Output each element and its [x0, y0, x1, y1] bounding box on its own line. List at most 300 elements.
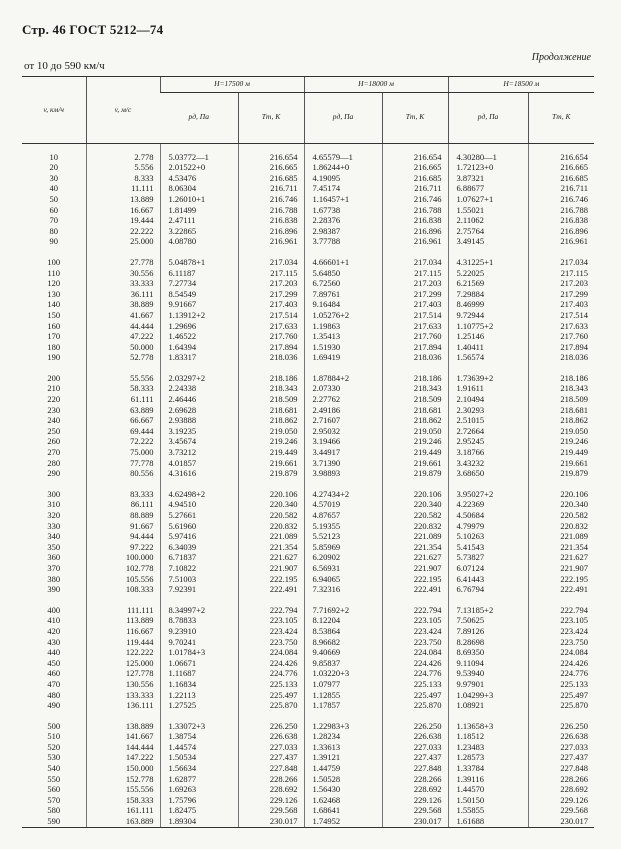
cell-v-ms: 58.333	[86, 383, 160, 394]
cell-v-ms: 75.000	[86, 447, 160, 458]
cell-pd-18000: 2.71607	[304, 415, 382, 426]
cell-pd-18500: 4.31225+1	[448, 257, 528, 268]
cell-pd-18500: 1.56574	[448, 352, 528, 363]
cell-pd-18000: 9.40669	[304, 647, 382, 658]
spacer-cell	[528, 143, 594, 152]
cell-pd-18500: 1.73639+2	[448, 373, 528, 384]
table-row	[22, 752, 594, 763]
cell-tt-18000: 216.685	[382, 173, 448, 184]
cell-tt-18000: 218.509	[382, 394, 448, 405]
cell-tt-18500: 216.961	[528, 236, 594, 247]
cell-v-kmh: 450	[47, 657, 61, 668]
cell-tt-17500: 216.746	[238, 194, 304, 205]
cell-pd-17500: 6.71837	[160, 552, 238, 563]
cell-tt-17500: 224.426	[238, 658, 304, 669]
spacer-cell	[238, 595, 304, 605]
cell-tt-18000: 218.343	[382, 383, 448, 394]
cell-pd-18500: 9.97901	[448, 679, 528, 690]
cell-tt-18000: 228.266	[382, 774, 448, 785]
cell-tt-17500: 224.776	[238, 668, 304, 679]
cell-tt-17500: 217.894	[238, 342, 304, 353]
cell-tt-17500: 225.133	[238, 679, 304, 690]
cell-v-ms: 155.556	[86, 784, 160, 795]
cell-tt-17500: 225.870	[238, 700, 304, 711]
table-row	[22, 690, 594, 701]
cell-v-ms: 47.222	[86, 331, 160, 342]
cell-tt-17500: 216.665	[238, 162, 304, 173]
table-row	[22, 383, 594, 394]
cell-pd-18500: 3.43232	[448, 458, 528, 469]
cell-tt-17500: 227.033	[238, 742, 304, 753]
cell-pd-17500: 1.83317	[160, 352, 238, 363]
cell-tt-18500: 216.746	[528, 194, 594, 205]
spacer-cell	[528, 363, 594, 373]
cell-tt-18000: 225.133	[382, 679, 448, 690]
spacer-cell	[448, 595, 528, 605]
cell-tt-18000: 218.862	[382, 415, 448, 426]
cell-tt-18000: 229.568	[382, 805, 448, 816]
cell-tt-18500: 228.266	[528, 774, 594, 785]
cell-v-ms: 33.333	[86, 278, 160, 289]
cell-tt-18000: 225.870	[382, 700, 448, 711]
cell-pd-18500: 1.33784	[448, 763, 528, 774]
cell-tt-18000: 221.907	[382, 563, 448, 574]
cell-tt-18500: 217.203	[528, 278, 594, 289]
cell-pd-18000: 3.98893	[304, 468, 382, 479]
cell-tt-17500: 218.862	[238, 415, 304, 426]
spacer-cell	[22, 247, 86, 257]
table-row	[22, 352, 594, 363]
header-pd: pд, Па	[160, 92, 238, 143]
cell-tt-18500: 218.343	[528, 383, 594, 394]
cell-v-kmh: 500	[47, 720, 61, 731]
cell-pd-18500: 1.50150	[448, 795, 528, 806]
cell-pd-18000: 7.89761	[304, 289, 382, 300]
cell-tt-17500: 221.627	[238, 552, 304, 563]
spacer-cell	[86, 363, 160, 373]
spacer-cell	[448, 479, 528, 489]
table-row	[22, 394, 594, 405]
spacer-cell	[382, 595, 448, 605]
cell-v-ms: 86.111	[86, 499, 160, 510]
table-row	[22, 510, 594, 521]
cell-tt-18500: 230.017	[528, 816, 594, 827]
cell-pd-18500: 3.49145	[448, 236, 528, 247]
table-row	[22, 542, 594, 553]
spacer-cell	[448, 363, 528, 373]
cell-pd-18500: 2.51015	[448, 415, 528, 426]
cell-pd-18500: 7.89126	[448, 626, 528, 637]
cell-pd-18000: 1.12855	[304, 690, 382, 701]
cell-tt-18500: 218.681	[528, 405, 594, 416]
cell-v-kmh: 220	[47, 394, 61, 405]
cell-v-kmh: 560	[47, 784, 61, 795]
cell-tt-18000: 217.403	[382, 299, 448, 310]
cell-pd-18000: 1.62468	[304, 795, 382, 806]
cell-tt-17500: 230.017	[238, 816, 304, 827]
cell-tt-18500: 226.250	[528, 721, 594, 732]
cell-v-ms: 152.778	[86, 774, 160, 785]
cell-pd-18000: 6.72560	[304, 278, 382, 289]
table-row	[22, 700, 594, 711]
cell-pd-18500: 9.53940	[448, 668, 528, 679]
cell-v-ms: 16.667	[86, 205, 160, 216]
table-row	[22, 742, 594, 753]
cell-tt-18000: 219.879	[382, 468, 448, 479]
table-row	[22, 447, 594, 458]
cell-pd-18500: 1.28573	[448, 752, 528, 763]
cell-pd-17500: 2.03297+2	[160, 373, 238, 384]
table-row	[22, 415, 594, 426]
header-tt: Tт, К	[238, 92, 304, 143]
cell-pd-18000: 4.65579—1	[304, 152, 382, 163]
cell-tt-18500: 216.654	[528, 152, 594, 163]
cell-tt-18500: 217.633	[528, 321, 594, 332]
spacer-cell	[382, 363, 448, 373]
cell-pd-17500: 1.38754	[160, 731, 238, 742]
cell-v-ms: 50.000	[86, 342, 160, 353]
cell-pd-17500: 1.33072+3	[160, 721, 238, 732]
cell-pd-18500: 1.72123+0	[448, 162, 528, 173]
cell-v-ms: 108.333	[86, 584, 160, 595]
cell-pd-17500: 1.89304	[160, 816, 238, 827]
cell-tt-17500: 219.449	[238, 447, 304, 458]
cell-v-ms: 113.889	[86, 615, 160, 626]
spacer-cell	[22, 711, 86, 721]
table-row	[22, 626, 594, 637]
table-row	[22, 226, 594, 237]
cell-v-ms: 83.333	[86, 489, 160, 500]
cell-tt-18500: 224.426	[528, 658, 594, 669]
cell-v-ms: 91.667	[86, 521, 160, 532]
cell-tt-18000: 216.788	[382, 205, 448, 216]
cell-tt-18500: 219.661	[528, 458, 594, 469]
cell-pd-18500: 6.07124	[448, 563, 528, 574]
cell-pd-18000: 1.69419	[304, 352, 382, 363]
cell-pd-17500: 1.69263	[160, 784, 238, 795]
cell-tt-18500: 221.907	[528, 563, 594, 574]
cell-pd-18000: 1.33613	[304, 742, 382, 753]
cell-tt-18000: 219.050	[382, 426, 448, 437]
cell-pd-17500: 1.82475	[160, 805, 238, 816]
table-row	[22, 236, 594, 247]
cell-pd-17500: 1.01784+3	[160, 647, 238, 658]
cell-v-ms: 61.111	[86, 394, 160, 405]
cell-pd-17500: 1.27525	[160, 700, 238, 711]
cell-v-kmh: 350	[47, 541, 61, 552]
cell-pd-17500: 3.22865	[160, 226, 238, 237]
cell-tt-17500: 228.692	[238, 784, 304, 795]
table-row	[22, 489, 594, 500]
header-tt: Tт, К	[528, 92, 594, 143]
cell-tt-18500: 217.115	[528, 268, 594, 279]
cell-tt-18500: 219.246	[528, 436, 594, 447]
cell-pd-17500: 1.81499	[160, 205, 238, 216]
cell-tt-18500: 225.497	[528, 690, 594, 701]
cell-pd-18000: 1.16457+1	[304, 194, 382, 205]
cell-tt-18500: 221.354	[528, 542, 594, 553]
cell-v-ms: 25.000	[86, 236, 160, 247]
cell-tt-17500: 219.661	[238, 458, 304, 469]
cell-tt-17500: 225.497	[238, 690, 304, 701]
cell-v-ms: 133.333	[86, 690, 160, 701]
cell-pd-18000: 1.17857	[304, 700, 382, 711]
cell-pd-18000: 6.94065	[304, 574, 382, 585]
cell-tt-18000: 228.692	[382, 784, 448, 795]
cell-pd-17500: 1.64394	[160, 342, 238, 353]
cell-pd-18500: 8.46999	[448, 299, 528, 310]
cell-v-ms: 150.000	[86, 763, 160, 774]
cell-tt-18000: 217.034	[382, 257, 448, 268]
cell-pd-17500: 3.19235	[160, 426, 238, 437]
cell-pd-18000: 3.71390	[304, 458, 382, 469]
cell-pd-18000: 1.07977	[304, 679, 382, 690]
header-pd: pд, Па	[304, 92, 382, 143]
cell-pd-17500: 2.93888	[160, 415, 238, 426]
cell-v-kmh: 240	[47, 415, 61, 426]
cell-v-kmh: 590	[22, 816, 86, 827]
cell-tt-17500: 217.760	[238, 331, 304, 342]
cell-tt-18500: 216.788	[528, 205, 594, 216]
cell-v-ms: 2.778	[86, 152, 160, 163]
cell-pd-18000: 7.45174	[304, 183, 382, 194]
cell-tt-18500: 219.449	[528, 447, 594, 458]
cell-tt-17500: 220.106	[238, 489, 304, 500]
cell-pd-18500: 1.13658+3	[448, 721, 528, 732]
cell-tt-17500: 224.084	[238, 647, 304, 658]
cell-v-ms: 97.222	[86, 542, 160, 553]
cell-v-kmh: 30	[49, 172, 58, 183]
spacer-cell	[86, 143, 160, 152]
cell-v-ms: 147.222	[86, 752, 160, 763]
cell-pd-18000: 6.56931	[304, 563, 382, 574]
cell-tt-18000: 222.195	[382, 574, 448, 585]
cell-v-kmh: 550	[47, 773, 61, 784]
cell-tt-18000: 217.299	[382, 289, 448, 300]
cell-v-kmh: 440	[47, 647, 61, 658]
cell-tt-18500: 220.832	[528, 521, 594, 532]
spacer-cell	[382, 479, 448, 489]
spacer-cell	[238, 711, 304, 721]
cell-pd-17500: 1.13912+2	[160, 310, 238, 321]
cell-v-ms: 41.667	[86, 310, 160, 321]
cell-v-kmh: 540	[47, 763, 61, 774]
cell-pd-17500: 1.75796	[160, 795, 238, 806]
cell-v-ms: 22.222	[86, 226, 160, 237]
cell-pd-18500: 1.18512	[448, 731, 528, 742]
cell-tt-18500: 226.638	[528, 731, 594, 742]
group-spacer	[22, 247, 594, 257]
cell-pd-18000: 2.49186	[304, 405, 382, 416]
cell-v-ms: 44.444	[86, 321, 160, 332]
cell-pd-17500: 6.34039	[160, 542, 238, 553]
cell-tt-17500: 220.832	[238, 521, 304, 532]
cell-tt-18000: 223.750	[382, 637, 448, 648]
cell-tt-17500: 220.340	[238, 499, 304, 510]
cell-pd-18000: 3.19466	[304, 436, 382, 447]
cell-v-kmh: 190	[47, 352, 61, 363]
group-spacer	[22, 479, 594, 489]
cell-v-kmh: 140	[47, 299, 61, 310]
cell-tt-18500: 219.879	[528, 468, 594, 479]
cell-pd-17500: 2.47111	[160, 215, 238, 226]
header-altitude-18000: H=18000 м	[304, 77, 448, 93]
table-row	[22, 531, 594, 542]
cell-pd-17500: 1.16834	[160, 679, 238, 690]
spacer-cell	[304, 479, 382, 489]
cell-v-kmh: 280	[47, 457, 61, 468]
cell-v-kmh: 20	[49, 162, 58, 173]
cell-pd-18500: 3.18766	[448, 447, 528, 458]
cell-pd-18500: 1.55021	[448, 205, 528, 216]
cell-tt-17500: 222.195	[238, 574, 304, 585]
cell-pd-18000: 4.66601+1	[304, 257, 382, 268]
table-row	[22, 805, 594, 816]
table-row	[22, 784, 594, 795]
cell-pd-17500: 4.53476	[160, 173, 238, 184]
cell-tt-18500: 222.491	[528, 584, 594, 595]
cell-tt-18000: 217.514	[382, 310, 448, 321]
cell-v-kmh: 290	[47, 468, 61, 479]
spacer-cell	[86, 711, 160, 721]
cell-v-ms: 5.556	[86, 162, 160, 173]
cell-v-ms: 19.444	[86, 215, 160, 226]
cell-tt-17500: 219.050	[238, 426, 304, 437]
cell-tt-17500: 222.794	[238, 605, 304, 616]
cell-tt-18000: 224.776	[382, 668, 448, 679]
page-header: Стр. 46 ГОСТ 5212—74	[22, 22, 164, 37]
cell-tt-17500: 223.105	[238, 615, 304, 626]
cell-pd-17500: 1.62877	[160, 774, 238, 785]
cell-v-kmh: 70	[49, 215, 58, 226]
table-row	[22, 574, 594, 585]
cell-tt-18500: 221.089	[528, 531, 594, 542]
spacer-cell	[22, 143, 86, 152]
spacer-cell	[304, 143, 382, 152]
cell-v-ms: 130.556	[86, 679, 160, 690]
cell-pd-18500: 1.23483	[448, 742, 528, 753]
cell-v-ms: 125.000	[86, 658, 160, 669]
cell-v-ms: 80.556	[86, 468, 160, 479]
table-row	[22, 668, 594, 679]
cell-v-ms: 127.778	[86, 668, 160, 679]
group-spacer	[22, 363, 594, 373]
cell-tt-18000: 229.126	[382, 795, 448, 806]
table-row	[22, 215, 594, 226]
cell-tt-18000: 216.654	[382, 152, 448, 163]
spacer-cell	[22, 479, 86, 489]
cell-v-kmh: 570	[47, 794, 61, 805]
cell-pd-18000: 4.87657	[304, 510, 382, 521]
cell-pd-18500: 8.69350	[448, 647, 528, 658]
cell-pd-18500: 3.87321	[448, 173, 528, 184]
cell-tt-17500: 221.354	[238, 542, 304, 553]
cell-v-ms: 94.444	[86, 531, 160, 542]
cell-pd-18500: 5.73827	[448, 552, 528, 563]
cell-tt-18000: 219.661	[382, 458, 448, 469]
cell-v-kmh: 80	[49, 225, 58, 236]
cell-tt-18500: 218.036	[528, 352, 594, 363]
cell-tt-17500: 217.514	[238, 310, 304, 321]
spacer-cell	[22, 363, 86, 373]
cell-pd-18000: 9.85837	[304, 658, 382, 669]
spacer-cell	[528, 479, 594, 489]
cell-pd-17500: 3.73212	[160, 447, 238, 458]
spacer-cell	[238, 479, 304, 489]
cell-pd-18500: 1.25146	[448, 331, 528, 342]
cell-tt-17500: 218.343	[238, 383, 304, 394]
cell-tt-18500: 216.838	[528, 215, 594, 226]
cell-tt-18000: 219.449	[382, 447, 448, 458]
cell-pd-18000: 8.96682	[304, 637, 382, 648]
cell-pd-18000: 1.86244+0	[304, 162, 382, 173]
cell-tt-17500: 220.582	[238, 510, 304, 521]
cell-pd-18500: 1.04299+3	[448, 690, 528, 701]
cell-pd-18500: 4.79979	[448, 521, 528, 532]
table-row	[22, 426, 594, 437]
cell-pd-18500: 1.91611	[448, 383, 528, 394]
cell-pd-18500: 9.72944	[448, 310, 528, 321]
cell-pd-18500: 5.10263	[448, 531, 528, 542]
cell-v-kmh: 150	[47, 309, 61, 320]
cell-v-ms: 69.444	[86, 426, 160, 437]
cell-v-kmh: 260	[47, 436, 61, 447]
cell-tt-18500: 224.776	[528, 668, 594, 679]
cell-tt-18000: 221.089	[382, 531, 448, 542]
cell-v-kmh: 430	[47, 636, 61, 647]
cell-v-kmh: 50	[49, 193, 58, 204]
cell-v-ms: 77.778	[86, 458, 160, 469]
cell-pd-18500: 6.21569	[448, 278, 528, 289]
group-spacer	[22, 711, 594, 721]
cell-pd-18000: 5.85969	[304, 542, 382, 553]
spacer-cell	[160, 143, 238, 152]
cell-tt-17500: 218.186	[238, 373, 304, 384]
cell-tt-18500: 216.665	[528, 162, 594, 173]
cell-pd-18000: 4.19095	[304, 173, 382, 184]
cell-pd-17500: 8.78833	[160, 615, 238, 626]
cell-pd-18500: 2.11062	[448, 215, 528, 226]
speed-range-label: от 10 до 590 км/ч	[24, 60, 105, 72]
cell-tt-18500: 220.582	[528, 510, 594, 521]
cell-tt-18500: 216.896	[528, 226, 594, 237]
table-row	[22, 605, 594, 616]
cell-pd-17500: 8.54549	[160, 289, 238, 300]
cell-v-kmh: 120	[47, 278, 61, 289]
cell-tt-18000: 226.638	[382, 731, 448, 742]
table-row	[22, 584, 594, 595]
cell-v-kmh: 250	[47, 425, 61, 436]
cell-tt-18000: 220.832	[382, 521, 448, 532]
cell-pd-17500: 5.03772—1	[160, 152, 238, 163]
cell-tt-18500: 218.186	[528, 373, 594, 384]
cell-pd-17500: 7.27734	[160, 278, 238, 289]
cell-tt-18000: 217.633	[382, 321, 448, 332]
cell-v-kmh: 530	[47, 752, 61, 763]
cell-v-kmh: 370	[47, 562, 61, 573]
cell-tt-17500: 221.907	[238, 563, 304, 574]
cell-pd-18500: 2.72664	[448, 426, 528, 437]
cell-tt-18000: 224.426	[382, 658, 448, 669]
cell-tt-18500: 220.106	[528, 489, 594, 500]
cell-tt-18500: 217.299	[528, 289, 594, 300]
cell-pd-17500: 9.23910	[160, 626, 238, 637]
spacer-cell	[382, 247, 448, 257]
cell-v-ms: 63.889	[86, 405, 160, 416]
header-altitude-18500: H=18500 м	[448, 77, 594, 93]
header-altitude-17500: H=17500 м	[160, 77, 304, 93]
cell-v-kmh: 420	[47, 625, 61, 636]
